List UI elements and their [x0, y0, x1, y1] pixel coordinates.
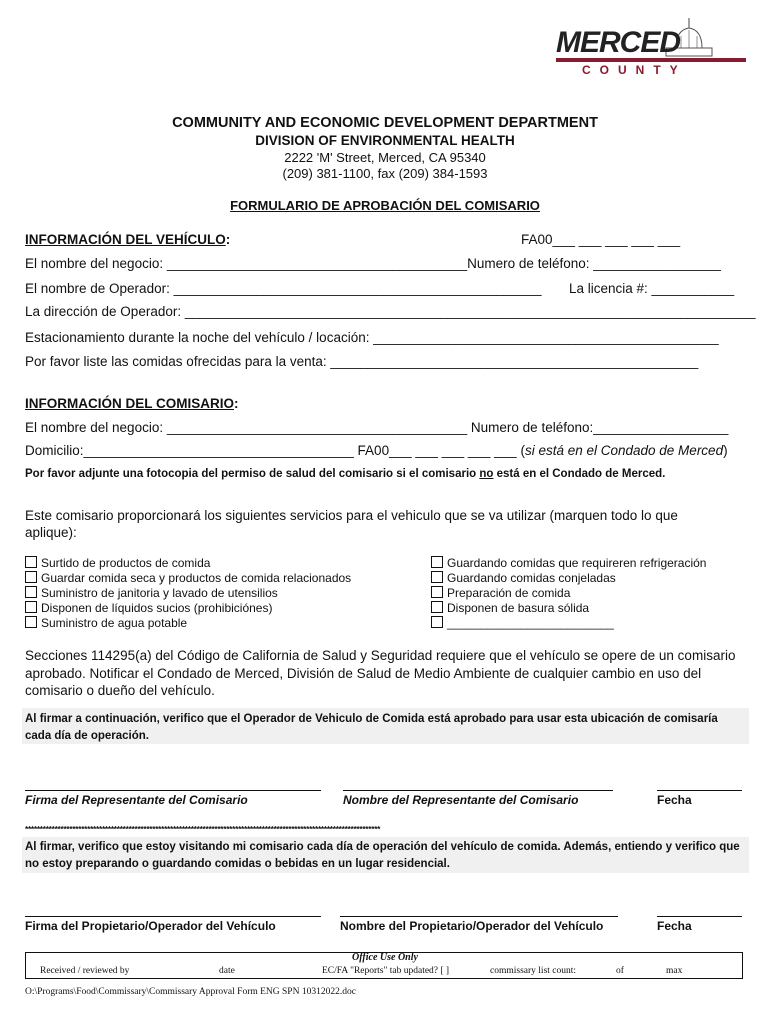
- vehicle-fa-code-field[interactable]: FA00___ ___ ___ ___ ___: [521, 232, 681, 247]
- stars-divider: ************************************************************************************************************************: [25, 824, 381, 834]
- service-item[interactable]: Preparación de comida: [431, 586, 706, 601]
- received-reviewed-field[interactable]: Received / reviewed by: [40, 966, 130, 976]
- checkbox[interactable]: [25, 601, 37, 613]
- owner-date-label: Fecha: [657, 919, 692, 933]
- service-item[interactable]: _________________________: [431, 616, 706, 631]
- commissary-section-heading: [25, 396, 239, 411]
- list-count-of: of: [616, 966, 624, 976]
- service-item[interactable]: Suministro de agua potable: [25, 616, 351, 631]
- ecfa-reports-field[interactable]: EC/FA "Reports" tab updated? [ ]: [322, 966, 450, 976]
- commissary-name-line[interactable]: [343, 790, 613, 791]
- checkbox[interactable]: [431, 556, 443, 568]
- checkbox[interactable]: [431, 586, 443, 598]
- service-item[interactable]: Surtido de productos de comida: [25, 556, 351, 571]
- checkbox[interactable]: [25, 616, 37, 628]
- commissary-list-count-field[interactable]: commissary list count:: [490, 966, 577, 976]
- owner-signature-line[interactable]: [25, 916, 321, 917]
- commissary-signature-label: Firma del Representante del Comisario: [25, 793, 248, 807]
- services-intro: Este comisario proporcionará los siguientes servicios para el vehiculo que se va utilizar (marquen todo lo que aplique):: [25, 508, 678, 540]
- department-title: COMMUNITY AND ECONOMIC DEVELOPMENT DEPARTMENT: [172, 115, 598, 131]
- commissary-heading-text: INFORMACIÓN DEL COMISARIO: [25, 396, 234, 411]
- service-item[interactable]: Disponen de basura sólida: [431, 601, 706, 616]
- operator-address-field[interactable]: La dirección de Operador: ____________________________________________________________________________: [25, 304, 756, 319]
- attach-note-post: está en el Condado de Merced.: [493, 468, 666, 480]
- commissary-signature-line[interactable]: [25, 790, 321, 791]
- logo-merced-text: MERCED: [556, 26, 681, 59]
- health-code-paragraph: Secciones 114295(a) del Código de California de Salud y Seguridad requiere que el vehículo se opere de un comisario aprobado. Notificar el Condado de Merced, División de Salud de Medio Ambiente de cualquier cambio en uso del comisario o dueño del vehículo.: [25, 648, 736, 698]
- operator-name-field[interactable]: El nombre de Operador: _________________________________________________: [25, 281, 542, 296]
- checkbox[interactable]: [431, 616, 443, 628]
- attach-note-no: no: [479, 468, 494, 480]
- county-logo: [548, 14, 748, 80]
- owner-statement: Al firmar, verifico que estoy visitando mi comisario cada día de operación del vehículo de comida. Además, entiendo y verifico que no estoy preparando o guardando comidas o bebidas en un lugar residencial.: [25, 841, 740, 870]
- service-item[interactable]: Guardando comidas conjeladas: [431, 571, 706, 586]
- checkbox[interactable]: [25, 556, 37, 568]
- owner-signature-label: Firma del Propietario/Operador del Vehículo: [25, 919, 276, 933]
- parking-location-field[interactable]: Estacionamiento durante la noche del vehículo / locación: ______________________________________________: [25, 330, 719, 345]
- commissary-business-name-field[interactable]: El nombre del negocio: ________________________________________ Numero de teléfono:__________________: [25, 420, 729, 435]
- commissary-address-suffix: ): [723, 443, 728, 458]
- attach-permit-note: [25, 468, 665, 480]
- vehicle-section-heading: [25, 232, 230, 247]
- commissary-address-prefix: Domicilio:____________________________________ FA00___ ___ ___ ___ ___ (: [25, 443, 525, 458]
- service-item[interactable]: Disponen de líquidos sucios (prohibiciónes): [25, 601, 351, 616]
- owner-name-label: Nombre del Propietario/Operador del Vehículo: [340, 919, 604, 933]
- services-right-list: [431, 556, 706, 631]
- logo-county-text: COUNTY: [582, 63, 687, 77]
- commissary-date-label: Fecha: [657, 793, 692, 807]
- owner-name-line[interactable]: [340, 916, 618, 917]
- license-field[interactable]: La licencia #: ___________: [569, 281, 735, 296]
- vehicle-heading-text: INFORMACIÓN DEL VEHÍCULO: [25, 232, 226, 247]
- service-item[interactable]: Guardando comidas que requireren refrigeración: [431, 556, 706, 571]
- commissary-statement: Al firmar a continuación, verifico que el Operador de Vehiculo de Comida está aprobado para usar esta ubicación de comisaría cada día de operación.: [25, 713, 718, 742]
- service-item[interactable]: Guardar comida seca y productos de comida relacionados: [25, 571, 351, 586]
- form-title: FORMULARIO DE APROBACIÓN DEL COMISARIO: [230, 198, 540, 213]
- checkbox[interactable]: [25, 571, 37, 583]
- commissary-name-label: Nombre del Representante del Comisario: [343, 793, 579, 807]
- division-title: DIVISION OF ENVIRONMENTAL HEALTH: [255, 133, 515, 148]
- attach-note-pre: Por favor adjunte una fotocopia del permiso de salud del comisario si el comisario: [25, 468, 480, 480]
- footer-file-path: O:\Programs\Food\Commissary\Commissary Approval Form ENG SPN 10312022.doc: [25, 987, 356, 997]
- office-use-title: Office Use Only: [352, 952, 418, 963]
- commissary-heading-colon: :: [234, 396, 239, 411]
- checkbox[interactable]: [431, 601, 443, 613]
- department-phone: (209) 381-1100, fax (209) 384-1593: [282, 166, 488, 181]
- owner-date-line[interactable]: [657, 916, 742, 917]
- department-address: 2222 'M' Street, Merced, CA 95340: [284, 150, 486, 165]
- checkbox[interactable]: [431, 571, 443, 583]
- office-date-field[interactable]: date: [219, 966, 235, 976]
- commissary-address-note: si está en el Condado de Merced: [524, 443, 724, 458]
- commissary-address-field[interactable]: [25, 443, 728, 458]
- vehicle-business-name-field[interactable]: El nombre del negocio: ________________________________________Numero de teléfono: _________________: [25, 256, 721, 271]
- services-left-list: [25, 556, 351, 631]
- commissary-date-line[interactable]: [657, 790, 742, 791]
- foods-offered-field[interactable]: Por favor liste las comidas ofrecidas para la venta: _________________________________________________: [25, 354, 699, 369]
- list-count-max: max: [666, 966, 683, 976]
- vehicle-heading-colon: :: [225, 232, 231, 247]
- service-item[interactable]: Suministro de janitoria y lavado de utensilios: [25, 586, 351, 601]
- checkbox[interactable]: [25, 586, 37, 598]
